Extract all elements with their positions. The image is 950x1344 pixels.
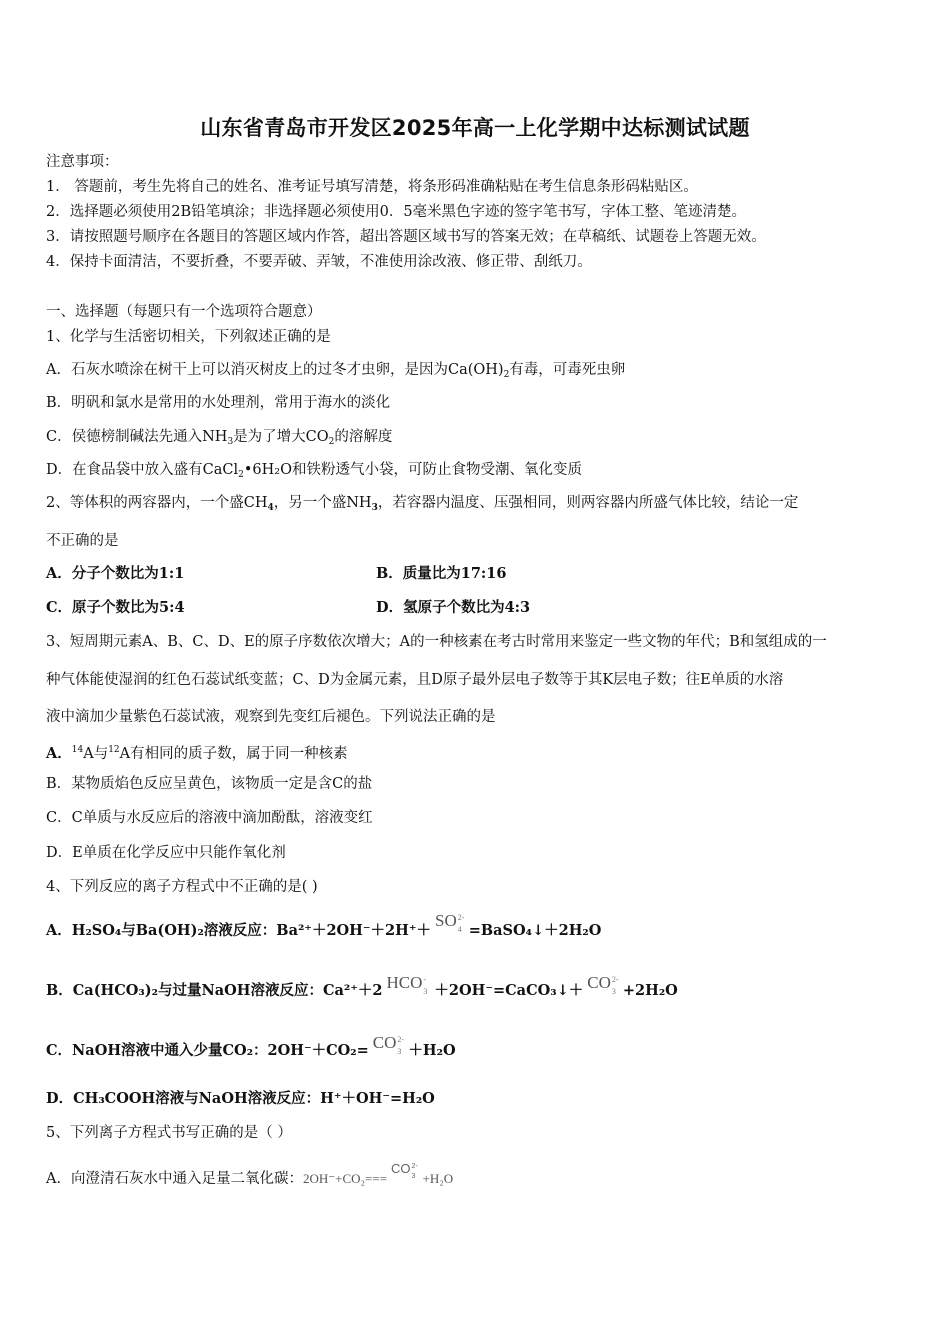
question-1-option-c: C．侯德榜制碱法先通入$NH_3$是为了增大$CO_2$的溶解度 bbox=[46, 429, 393, 447]
question-1-option-b: B．明矾和氯水是常用的水处理剂，常用于海水的淡化 bbox=[46, 395, 391, 411]
notice-item-3: 3．请按照题号顺序在各题目的答题区域内作答，超出答题区域书写的答案无效；在草稿纸、试题卷上答题无效。 bbox=[46, 229, 766, 245]
question-2-option-d: D．氢原子个数比为4:3 bbox=[376, 599, 531, 616]
carbonate-ion-formula: CO 2- 3 bbox=[372, 1033, 405, 1056]
question-3-stem-line-2: 种气体能使湿润的红色石蕊试纸变蓝；C、D为金属元素，且D原子最外层电子数等于其K层电子数；往E单质的水溶 bbox=[46, 672, 784, 688]
question-3-option-b: B．某物质焰色反应呈黄色，该物质一定是含C的盐 bbox=[46, 776, 373, 792]
question-3-option-c: C．C单质与水反应后的溶液中滴加酚酞，溶液变红 bbox=[46, 810, 373, 826]
question-4-stem: 4、下列反应的离子方程式中不正确的是( ) bbox=[46, 879, 318, 895]
section-heading: 一、选择题（每题只有一个选项符合题意） bbox=[46, 304, 322, 320]
question-4-option-d: D．CH₃COOH溶液与NaOH溶液反应：H⁺＋OH⁻=H₂O bbox=[46, 1090, 435, 1107]
question-4-option-b: B．Ca(HCO₃)₂与过量NaOH溶液反应：Ca²⁺＋2 HCO - 3 ＋2OH⁻=CaCO₃↓＋ CO 2- 3 +2H₂O bbox=[46, 973, 678, 999]
bicarbonate-ion-formula: HCO - 3 bbox=[386, 973, 428, 996]
question-3-option-a: A．$^{14}$A与$^{12}$A有相同的质子数，属于同一种核素 bbox=[46, 745, 348, 762]
question-2-stem-cont: 不正确的是 bbox=[46, 533, 119, 549]
question-3-stem-line-1: 3、短周期元素A、B、C、D、E的原子序数依次增大；A的一种核素在考古时常用来鉴定一些文物的年代；B和氢组成的一 bbox=[46, 634, 827, 650]
question-2-option-c: C．原子个数比为5:4 bbox=[46, 599, 185, 616]
question-1-option-d: D．在食品袋中放入盛有CaCl$_2$•6H₂O和铁粉透气小袋，可防止食物受潮、氧化变质 bbox=[46, 462, 582, 480]
question-1-stem: 1、化学与生活密切相关，下列叙述正确的是 bbox=[46, 329, 331, 345]
question-3-stem-line-3: 液中滴加少量紫色石蕊试液，观察到先变红后褪色。下列说法正确的是 bbox=[46, 709, 496, 725]
notice-heading: 注意事项： bbox=[46, 154, 119, 170]
question-2-option-b: B．质量比为17:16 bbox=[376, 565, 507, 582]
question-4-option-c: C．NaOH溶液中通入少量CO₂：2OH⁻＋CO₂= CO 2- 3 ＋H₂O bbox=[46, 1033, 456, 1059]
carbonate-ion-formula: CO 2- 3 bbox=[587, 973, 619, 996]
notice-item-4: 4．保持卡面清洁，不要折叠，不要弄破、弄皱，不准使用涂改液、修正带、刮纸刀。 bbox=[46, 254, 592, 270]
carbonate-ion-formula: CO 2- 3 bbox=[391, 1161, 418, 1180]
notice-item-2: 2．选择题必须使用2B铅笔填涂；非选择题必须使用0．5毫米黑色字迹的签字笔书写，字体工整、笔迹清楚。 bbox=[46, 204, 747, 220]
question-3-option-d: D．E单质在化学反应中只能作氧化剂 bbox=[46, 845, 286, 861]
question-4-option-a: A．H₂SO₄与Ba(OH)₂溶液反应：Ba²⁺＋2OH⁻＋2H⁺＋SO 2- 4 =BaSO₄↓＋2H₂O bbox=[46, 911, 602, 939]
page-title: 山东省青岛市开发区2025年高一上化学期中达标测试试题 bbox=[200, 116, 750, 140]
sulfate-ion-formula: SO 2- 4 bbox=[434, 911, 465, 934]
question-2-stem: 2、等体积的两容器内，一个盛$CH_4$，另一个盛$NH_3$，若容器内温度、压强相同，则两容器内所盛气体比较，结论一定 bbox=[46, 495, 799, 513]
question-1-option-a: A．石灰水喷涂在树干上可以消灭树皮上的过冬才虫卵，是因为$Ca(OH)_2$有毒，可毒死虫卵 bbox=[46, 362, 626, 380]
question-5-stem: 5、下列离子方程式书写正确的是（ ） bbox=[46, 1125, 292, 1141]
question-2-option-a: A．分子个数比为1:1 bbox=[46, 565, 185, 582]
notice-item-1: 1． 答题前，考生先将自己的姓名、准考证号填写清楚，将条形码准确粘贴在考生信息条形码粘贴区。 bbox=[46, 179, 698, 195]
question-5-option-a: A．向澄清石灰水中通入足量二氧化碳：2OH⁻+CO₂===CO 2- 3 +H₂O bbox=[46, 1161, 454, 1187]
